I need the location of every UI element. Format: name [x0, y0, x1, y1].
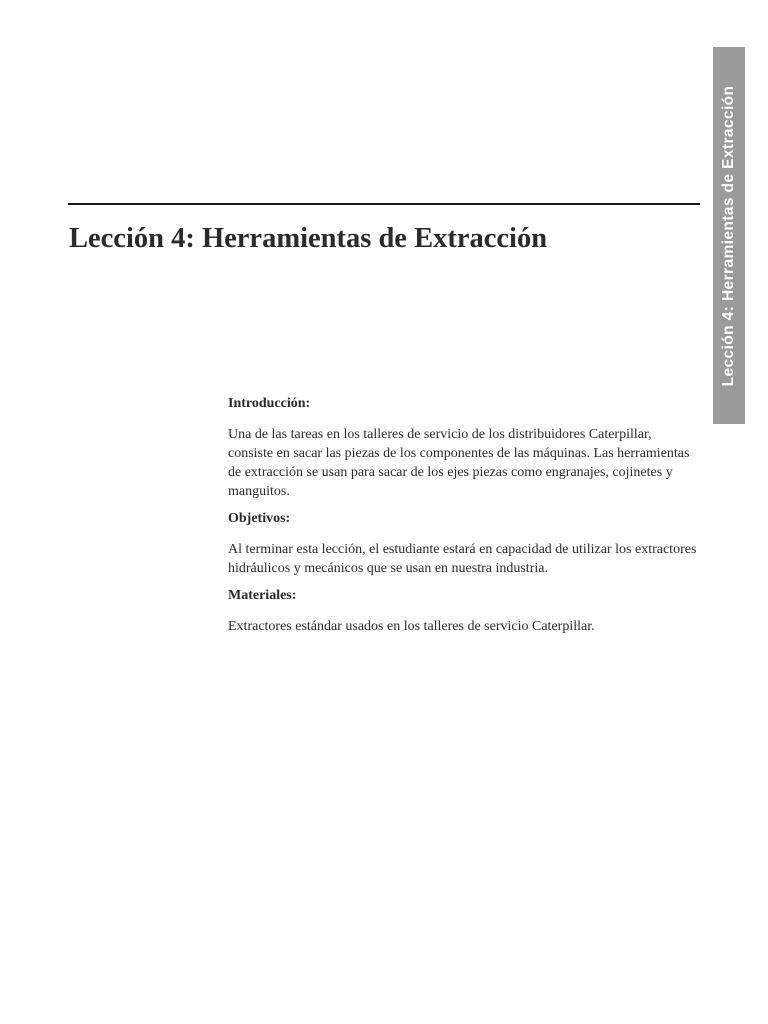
- lesson-title: Lección 4: Herramientas de Extracción: [69, 223, 548, 254]
- introduction-body: Una de las tareas en los talleres de servicio de los distribuidores Caterpillar, consiste en sacar las piezas de los componentes de las máquinas. Las herramientas de extracción se usan para sacar de los ejes piezas como engranajes, cojinetes y manguitos.: [228, 427, 690, 499]
- objectives-body: Al terminar esta lección, el estudiante estará en capacidad de utilizar los extractores hidráulicos y mecánicos que se usan en nuestra industria.: [228, 542, 697, 576]
- lesson-content: [228, 394, 698, 636]
- side-tab: [713, 47, 745, 424]
- title-divider: [68, 203, 700, 205]
- side-tab-label: Lección 4: Herramientas de Extracción: [720, 85, 737, 386]
- materials-heading: Materiales:: [228, 588, 297, 603]
- objectives-heading: Objetivos:: [228, 511, 291, 526]
- materials-body: Extractores estándar usados en los talleres de servicio Caterpillar.: [228, 619, 595, 634]
- introduction-heading: Introducción:: [228, 396, 311, 411]
